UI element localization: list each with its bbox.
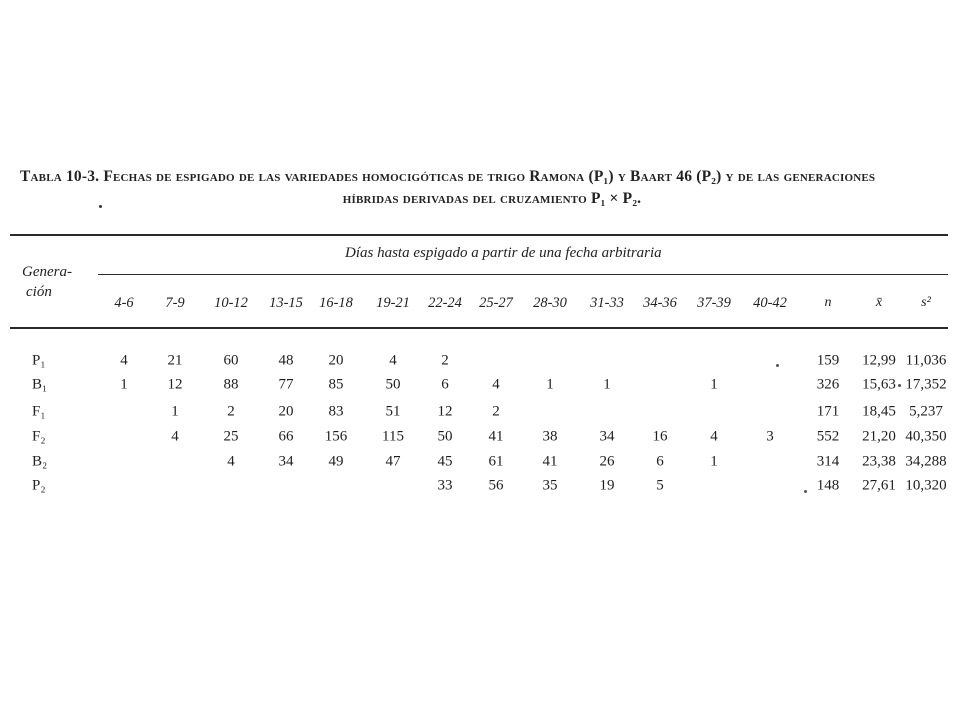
count-cell: 156: [324, 428, 348, 445]
n-cell: 552: [816, 428, 840, 445]
count-cell: 4: [710, 428, 718, 445]
count-cell: 26: [599, 453, 615, 470]
mean-header: x̄: [875, 295, 883, 310]
generation-row-label: B₁: [32, 376, 48, 393]
count-cell: 33: [437, 477, 453, 494]
day-range-header: 25-27: [479, 295, 513, 311]
variance-cell: 40,350: [905, 428, 947, 445]
n-cell: 171: [816, 403, 840, 420]
day-range-header: 16-18: [319, 295, 353, 311]
generation-header-line: Genera-: [22, 264, 72, 280]
mean-cell: 15,63: [862, 376, 896, 393]
days-spanning-header: Días hasta espigado a partir de una fecha arbitraria: [345, 245, 662, 261]
count-cell: 6: [656, 453, 664, 470]
count-cell: 2: [492, 403, 500, 420]
header-bottom-rule: [10, 327, 948, 329]
count-cell: 60: [223, 352, 239, 369]
count-cell: 1: [546, 376, 554, 393]
variance-cell: 11,036: [905, 352, 947, 369]
count-cell: 19: [599, 477, 615, 494]
n-cell: 159: [816, 352, 840, 369]
day-range-header: 31-33: [590, 295, 624, 311]
variance-cell: 5,237: [909, 403, 943, 420]
mean-cell: 27,61: [862, 477, 896, 494]
count-cell: 61: [488, 453, 504, 470]
scan-speck: [804, 490, 807, 493]
count-cell: 6: [441, 376, 449, 393]
count-cell: 5: [656, 477, 664, 494]
count-cell: 45: [437, 453, 453, 470]
day-range-header: 7-9: [165, 295, 185, 311]
scan-speck: [99, 205, 102, 208]
count-cell: 2: [227, 403, 235, 420]
count-cell: 88: [223, 376, 239, 393]
variance-header: s²: [921, 295, 931, 310]
n-header: n: [824, 295, 832, 310]
count-cell: 85: [328, 376, 344, 393]
generation-row-label: F₁: [32, 403, 46, 420]
count-cell: 1: [710, 376, 718, 393]
count-cell: 21: [167, 352, 183, 369]
count-cell: 1: [171, 403, 179, 420]
generation-row-label: P₂: [32, 477, 46, 494]
count-cell: 25: [223, 428, 239, 445]
count-cell: 16: [652, 428, 668, 445]
variance-cell: 17,352: [905, 376, 947, 393]
count-cell: 34: [599, 428, 615, 445]
scan-speck: [898, 384, 901, 387]
count-cell: 4: [492, 376, 500, 393]
day-range-header: 37-39: [697, 295, 731, 311]
count-cell: 20: [278, 403, 294, 420]
count-cell: 115: [382, 428, 404, 445]
count-cell: 4: [171, 428, 179, 445]
day-range-header: 22-24: [428, 295, 462, 311]
day-range-header: 40-42: [753, 295, 787, 311]
count-cell: 47: [385, 453, 401, 470]
count-cell: 20: [328, 352, 344, 369]
count-cell: 1: [710, 453, 718, 470]
count-cell: 41: [542, 453, 558, 470]
table-top-rule: [10, 234, 948, 236]
count-cell: 12: [167, 376, 183, 393]
n-cell: 326: [816, 376, 840, 393]
day-range-header: 28-30: [533, 295, 567, 311]
count-cell: 34: [278, 453, 294, 470]
variance-cell: 34,288: [905, 453, 947, 470]
mean-cell: 21,20: [862, 428, 896, 445]
count-cell: 38: [542, 428, 558, 445]
count-cell: 1: [603, 376, 611, 393]
count-cell: 66: [278, 428, 294, 445]
count-cell: 51: [385, 403, 401, 420]
count-cell: 12: [437, 403, 453, 420]
count-cell: 50: [437, 428, 453, 445]
header-divider-rule: [98, 274, 948, 275]
count-cell: 4: [120, 352, 128, 369]
mean-cell: 23,38: [862, 453, 896, 470]
mean-cell: 12,99: [862, 352, 896, 369]
scan-speck: [776, 364, 779, 367]
generation-row-label: F₂: [32, 428, 46, 445]
count-cell: 41: [488, 428, 504, 445]
generation-column-header: [22, 262, 72, 302]
count-cell: 4: [389, 352, 397, 369]
count-cell: 3: [766, 428, 774, 445]
generation-row-label: P₁: [32, 352, 46, 369]
count-cell: 50: [385, 376, 401, 393]
count-cell: 49: [328, 453, 344, 470]
count-cell: 77: [278, 376, 294, 393]
generation-row-label: B₂: [32, 453, 48, 470]
caption-line-1: Tabla 10-3. Fechas de espigado de las variedades homocigóticas de trigo Ramona (P₁) y Baart 46 (P₂) y de las generaciones: [20, 168, 876, 185]
count-cell: 48: [278, 352, 294, 369]
count-cell: 56: [488, 477, 504, 494]
variance-cell: 10,320: [905, 477, 947, 494]
caption-line-2: híbridas derivadas del cruzamiento P₁ × P₂.: [342, 190, 642, 207]
n-cell: 148: [816, 477, 840, 494]
day-range-header: 13-15: [269, 295, 303, 311]
table-caption: [20, 166, 944, 210]
day-range-header: 34-36: [643, 295, 677, 311]
day-range-header: 10-12: [214, 295, 248, 311]
count-cell: 83: [328, 403, 344, 420]
count-cell: 35: [542, 477, 558, 494]
count-cell: 1: [120, 376, 128, 393]
mean-cell: 18,45: [862, 403, 896, 420]
day-range-header: 19-21: [376, 295, 410, 311]
n-cell: 314: [816, 453, 840, 470]
generation-header-line: ción: [26, 284, 52, 300]
count-cell: 4: [227, 453, 235, 470]
count-cell: 2: [441, 352, 449, 369]
day-range-header: 4-6: [114, 295, 134, 311]
